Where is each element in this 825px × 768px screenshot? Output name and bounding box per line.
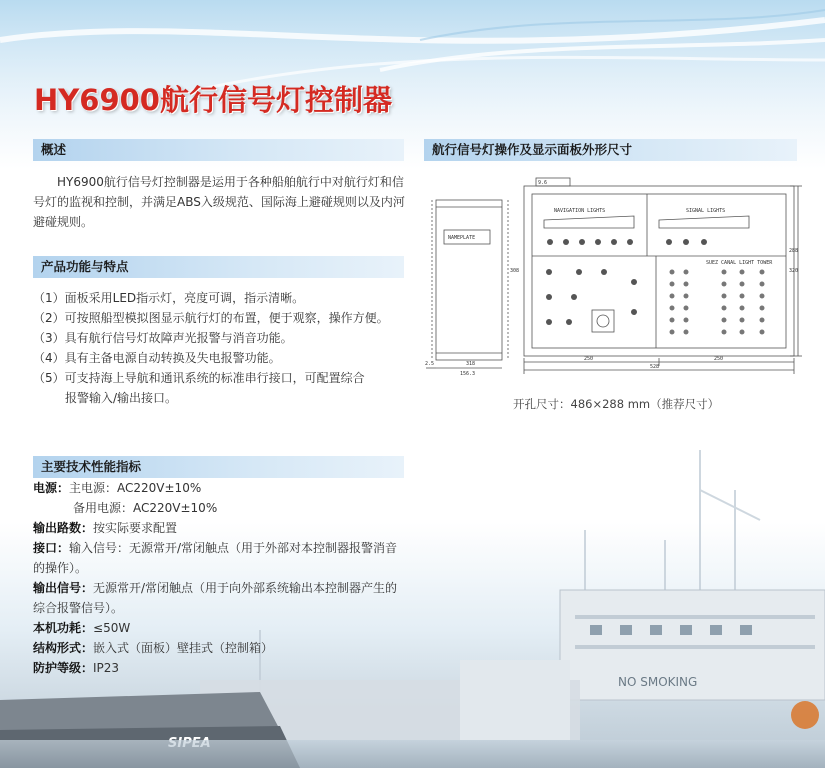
dim-height: 320 (789, 268, 799, 274)
spec-label-power-consumption: 本机功耗： (33, 621, 94, 635)
spec-label-structure: 结构形式： (33, 641, 94, 655)
spec-value-power-backup: 备用电源：AC220V±10% (73, 501, 218, 515)
spec-label-outputs: 输出路数： (33, 521, 94, 535)
label-navigation-lights: NAVIGATION LIGHTS (554, 208, 606, 214)
label-suez-canal: SUEZ CANAL LIGHT TOWER (706, 260, 773, 266)
spec-value-interface: 输入信号：无源常开/常闭触点（用于外部对本控制器报警消音的操作）。 (33, 541, 398, 575)
label-signal-lights: SIGNAL LIGHTS (686, 208, 726, 214)
feature-item: （1）面板采用LED指示灯，亮度可调，指示清晰。 (33, 291, 305, 305)
panel-caption: 开孔尺寸：486×288 mm（推荐尺寸） (513, 397, 720, 411)
spec-label-protection: 防护等级： (33, 661, 94, 675)
overview-text: HY6900航行信号灯控制器是运用于各种船舶航行中对航行灯和信号灯的监视和控制，并满足ABS入级规范、国际海上避碰规则以及内河避碰规则。 (33, 175, 405, 229)
spec-label-power: 电源： (33, 481, 70, 495)
overview-heading: 概述 (33, 139, 404, 161)
feature-item: （3）具有航行信号灯故障声光报警与消音功能。 (33, 331, 293, 345)
spec-label-output-signal: 输出信号： (33, 581, 94, 595)
spec-value-power-main: 主电源：AC220V±10% (69, 481, 202, 495)
dim-height2: 288 (789, 248, 799, 254)
no-smoking-sign: NO SMOKING (618, 675, 698, 689)
feature-item: （2）可按照船型模拟图显示航行灯的布置，便于观察，操作方便。 (33, 311, 389, 325)
dim-small: 2.5 (425, 361, 435, 367)
spec-value-output-signal: 无源常开/常闭触点（用于向外部系统输出本控制器产生的综合报警信号）。 (33, 581, 398, 615)
features-heading: 产品功能与特点 (33, 256, 404, 278)
dim-inner: 308 (510, 268, 520, 274)
spec-value-outputs: 按实际要求配置 (93, 521, 178, 535)
dim-side2: 156.3 (460, 371, 476, 377)
spec-value-power-consumption: ≤50W (93, 621, 131, 635)
page-title: HY6900航行信号灯控制器 (34, 83, 392, 117)
features-list (33, 288, 405, 408)
dim-top: 9.6 (538, 180, 548, 186)
panel-heading: 航行信号灯操作及显示面板外形尺寸 (424, 139, 797, 161)
dim-total: 528 (650, 364, 660, 370)
specs-block (33, 478, 407, 678)
spec-value-structure: 嵌入式（面板）壁挂式（控制箱） (93, 641, 274, 655)
dim-left: 250 (584, 356, 594, 362)
feature-item: （4）具有主备电源自动转换及失电报警功能。 (33, 351, 281, 365)
spec-label-interface: 接口： (33, 541, 70, 555)
panel-dimension-drawing (424, 172, 802, 378)
dim-right: 250 (714, 356, 724, 362)
dim-side: 318 (466, 361, 476, 367)
feature-item: 报警输入/输出接口。 (65, 391, 178, 405)
spec-value-protection: IP23 (93, 661, 120, 675)
specs-heading: 主要技术性能指标 (33, 456, 404, 478)
feature-item: （5）可支持海上导航和通讯系统的标准串行接口，可配置综合 (33, 371, 365, 385)
sky-background (0, 0, 825, 150)
label-nameplate: NAMEPLATE (448, 235, 476, 241)
